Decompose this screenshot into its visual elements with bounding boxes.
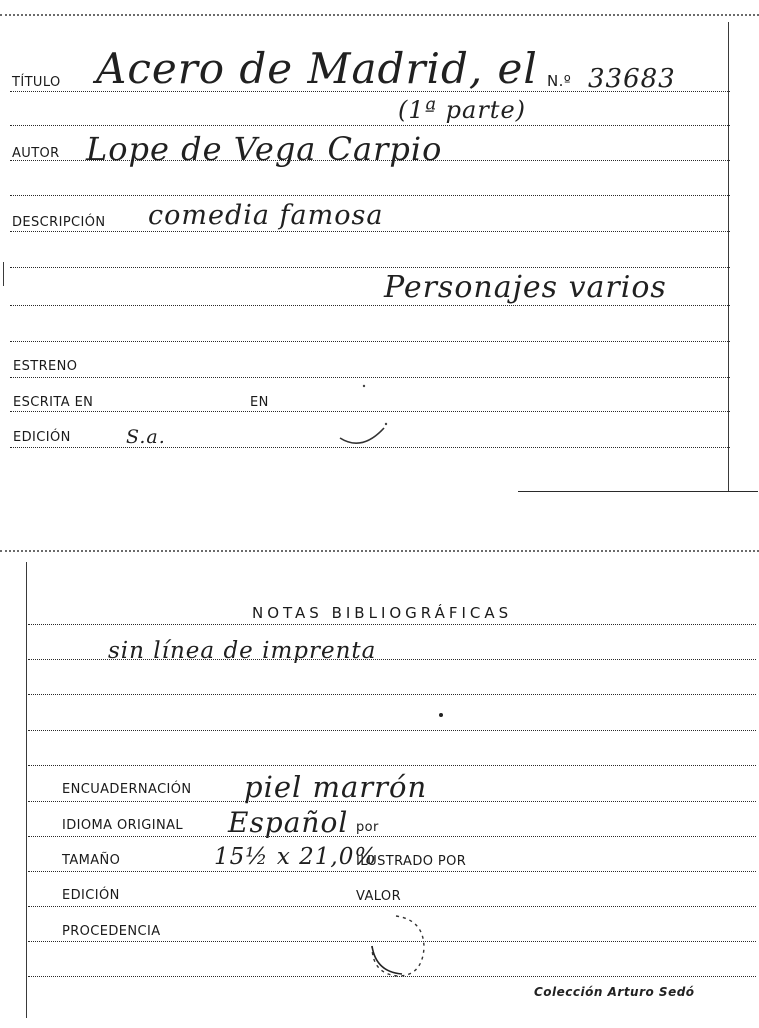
titulo-note: (1ª parte) bbox=[398, 96, 527, 124]
rule-line bbox=[10, 125, 730, 126]
catalog-card-top bbox=[0, 0, 759, 500]
rule-line bbox=[28, 836, 756, 837]
valor-label: VALOR bbox=[356, 889, 401, 904]
edicion-2-label: EDICIÓN bbox=[62, 888, 120, 903]
escrita-en-label: EN bbox=[250, 395, 269, 410]
rule-line bbox=[28, 624, 756, 625]
descripcion-label: DESCRIPCIÓN bbox=[12, 215, 106, 230]
rule-line bbox=[10, 231, 730, 232]
ilustrado-por-label: ILUSTRADO POR bbox=[356, 854, 467, 869]
estreno-label: ESTRENO bbox=[13, 359, 78, 374]
rule-line bbox=[10, 341, 730, 342]
rule-line bbox=[10, 305, 730, 306]
edicion-label: EDICIÓN bbox=[13, 430, 71, 445]
rule-line bbox=[10, 377, 730, 378]
rule-line bbox=[28, 906, 756, 907]
encuadernacion-label: ENCUADERNACIÓN bbox=[62, 782, 192, 797]
autor-value: Lope de Vega Carpio bbox=[86, 130, 443, 168]
notas-bibliograficas-title: NOTAS BIBLIOGRÁFICAS bbox=[252, 604, 513, 622]
titulo-label: TÍTULO bbox=[12, 75, 61, 90]
personajes-note: Personajes varios bbox=[384, 270, 667, 305]
tamano-label: TAMAÑO bbox=[62, 853, 121, 868]
numero-value: 33683 bbox=[588, 64, 676, 94]
rule-line bbox=[28, 871, 756, 872]
procedencia-label: PROCEDENCIA bbox=[62, 924, 161, 939]
rule-line bbox=[28, 659, 756, 660]
edicion-value: S.a. bbox=[126, 426, 166, 448]
ink-dot-mark bbox=[436, 710, 446, 720]
ink-smudge-mark bbox=[336, 380, 396, 450]
tamano-value: 15½ x 21,0% bbox=[214, 844, 378, 870]
idioma-value: Español bbox=[228, 806, 349, 839]
rule-line bbox=[28, 694, 756, 695]
card-left-border bbox=[26, 562, 27, 1018]
card-bottom-edge bbox=[518, 491, 758, 492]
escrita-label: ESCRITA EN bbox=[13, 395, 94, 410]
card-top-edge bbox=[0, 550, 759, 556]
card-top-edge bbox=[0, 14, 759, 20]
autor-label: AUTOR bbox=[12, 146, 60, 161]
rule-line bbox=[10, 267, 730, 268]
stamp-circle-mark bbox=[362, 912, 432, 984]
notas-handwritten-note: sin línea de imprenta bbox=[108, 638, 377, 664]
numero-label: N.º bbox=[547, 72, 572, 90]
card-left-tick bbox=[3, 262, 4, 286]
rule-line bbox=[10, 195, 730, 196]
descripcion-value: comedia famosa bbox=[148, 200, 384, 231]
encuadernacion-value: piel marrón bbox=[244, 770, 428, 804]
card-right-border bbox=[728, 22, 729, 492]
rule-line bbox=[28, 730, 756, 731]
rule-line bbox=[28, 765, 756, 766]
idioma-por-label: por bbox=[356, 820, 379, 835]
idioma-label: IDIOMA ORIGINAL bbox=[62, 818, 184, 833]
collection-footer: Colección Arturo Sedó bbox=[534, 985, 695, 999]
titulo-value: Acero de Madrid, el bbox=[96, 44, 538, 93]
